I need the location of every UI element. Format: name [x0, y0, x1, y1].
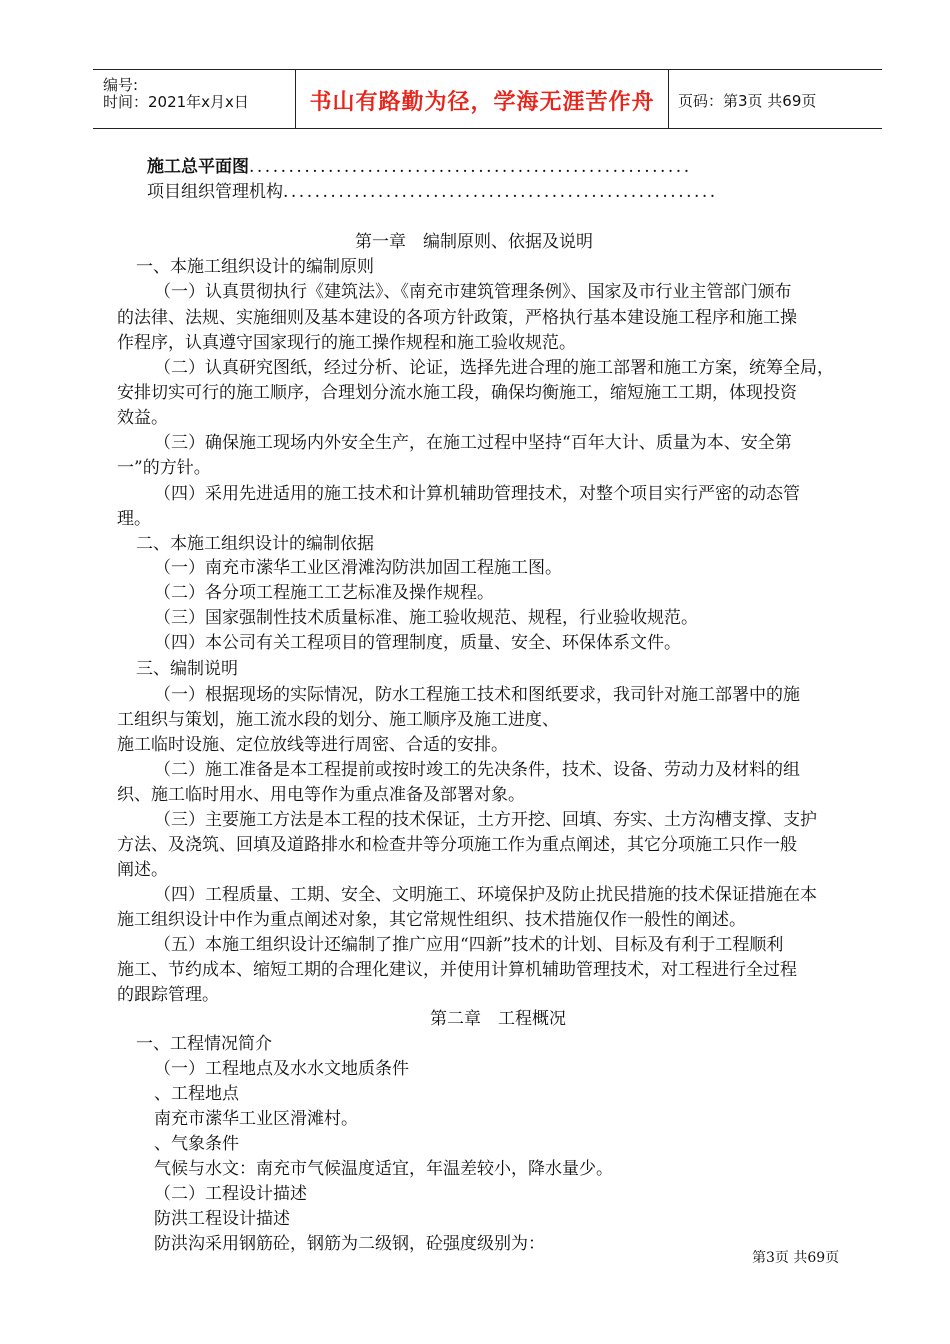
paragraph-line: 施工组织设计中作为重点阐述对象，其它常规性组织、技术措施仅作一般性的阐述。	[117, 910, 746, 930]
footer-page-number: 第3页 共69页	[752, 1250, 840, 1266]
header-page-number: 页码：第3页 共69页	[678, 92, 817, 110]
paragraph-line: 安排切实可行的施工顺序，合理划分流水施工段，确保均衡施工，缩短施工工期，体现投资	[117, 383, 797, 403]
toc-entry-title: 项目组织管理机构	[147, 182, 283, 202]
toc-entry	[147, 180, 718, 204]
paragraph-line: （一）工程地点及水水文地质条件	[154, 1059, 409, 1079]
paragraph-line: 理。	[117, 509, 151, 529]
header-meta-cell	[93, 70, 295, 128]
section-heading: 一、工程情况简介	[136, 1034, 272, 1054]
paragraph-line: （三）确保施工现场内外安全生产，在施工过程中坚持“百年大计、质量为本、安全第	[154, 433, 792, 453]
paragraph-line: 防洪沟采用钢筋砼，钢筋为二级钢，砼强度级别为：	[154, 1234, 545, 1254]
section-heading: 三、编制说明	[136, 659, 238, 679]
paragraph-line: （四）采用先进适用的施工技术和计算机辅助管理技术，对整个项目实行严密的动态管	[154, 484, 800, 504]
paragraph-line: 的法律、法规、实施细则及基本建设的各项方针政策，严格执行基本建设施工程序和施工操	[117, 308, 797, 328]
paragraph-line: （二）各分项工程施工工艺标准及操作规程。	[154, 583, 494, 603]
paragraph-line: 、工程地点	[154, 1084, 239, 1104]
paragraph-line: 织、施工临时用水、用电等作为重点准备及部署对象。	[117, 785, 525, 805]
document-code-label: 编号:	[103, 76, 139, 94]
paragraph-line: 气候与水文：南充市气候温度适宜，年温差较小，降水量少。	[154, 1159, 613, 1179]
toc-entry	[147, 155, 692, 179]
section-heading: 二、本施工组织设计的编制依据	[136, 534, 374, 554]
toc-entry-leader: ........................................................	[249, 157, 692, 177]
paragraph-line: （一）南充市潆华工业区滑滩沟防洪加固工程施工图。	[154, 558, 562, 578]
paragraph-line: （二）工程设计描述	[154, 1184, 307, 1204]
paragraph-line: （三）主要施工方法是本工程的技术保证，土方开挖、回填、夯实、土方沟槽支撑、支护	[154, 810, 817, 830]
paragraph-line: 一”的方针。	[117, 458, 211, 478]
paragraph-line: （一）认真贯彻执行《建筑法》、《南充市建筑管理条例》、国家及市行业主管部门颁布	[154, 282, 792, 302]
paragraph-line: （三）国家强制性技术质量标准、施工验收规范、规程，行业验收规范。	[154, 608, 698, 628]
chapter-heading: 第一章 编制原则、依据及说明	[355, 232, 593, 252]
toc-entry-leader: .......................................................	[283, 182, 718, 202]
paragraph-line: 工组织与策划，施工流水段的划分、施工顺序及施工进度、	[117, 710, 559, 730]
paragraph-line: （四）工程质量、工期、安全、文明施工、环境保护及防止扰民措施的技术保证措施在本	[154, 885, 817, 905]
paragraph-line: （五）本施工组织设计还编制了推广应用“四新”技术的计划、目标及有利于工程顺利	[154, 935, 784, 955]
header-motto: 书山有路勤为径，学海无涯苦作舟	[309, 90, 655, 115]
paragraph-line: 、气象条件	[154, 1134, 239, 1154]
paragraph-line: （二）认真研究图纸，经过分析、论证，选择先进合理的施工部署和施工方案，统筹全局，	[154, 358, 834, 378]
paragraph-line: 阐述。	[117, 860, 168, 880]
paragraph-line: 的跟踪管理。	[117, 985, 219, 1005]
paragraph-line: 方法、及浇筑、回填及道路排水和检查井等分项施工作为重点阐述，其它分项施工只作一般	[117, 835, 797, 855]
paragraph-line: 施工、节约成本、缩短工期的合理化建议，并使用计算机辅助管理技术，对工程进行全过程	[117, 960, 797, 980]
header-motto-cell	[295, 70, 669, 128]
paragraph-line: 南充市潆华工业区滑滩村。	[154, 1109, 358, 1129]
paragraph-line: （一）根据现场的实际情况，防水工程施工技术和图纸要求，我司针对施工部署中的施	[154, 685, 800, 705]
page-header	[93, 69, 882, 129]
paragraph-line: 防洪工程设计描述	[154, 1209, 290, 1229]
paragraph-line: 效益。	[117, 408, 168, 428]
chapter-heading: 第二章 工程概况	[430, 1009, 566, 1029]
paragraph-line: 施工临时设施、定位放线等进行周密、合适的安排。	[117, 735, 508, 755]
document-time-label: 时间：2021年x月x日	[103, 93, 249, 111]
paragraph-line: （二）施工准备是本工程提前或按时竣工的先决条件，技术、设备、劳动力及材料的组	[154, 760, 800, 780]
toc-entry-title: 施工总平面图	[147, 157, 249, 177]
paragraph-line: 作程序，认真遵守国家现行的施工操作规程和施工验收规范。	[117, 333, 576, 353]
paragraph-line: （四）本公司有关工程项目的管理制度，质量、安全、环保体系文件。	[154, 633, 681, 653]
section-heading: 一、本施工组织设计的编制原则	[136, 257, 374, 277]
header-page-cell	[668, 70, 882, 128]
